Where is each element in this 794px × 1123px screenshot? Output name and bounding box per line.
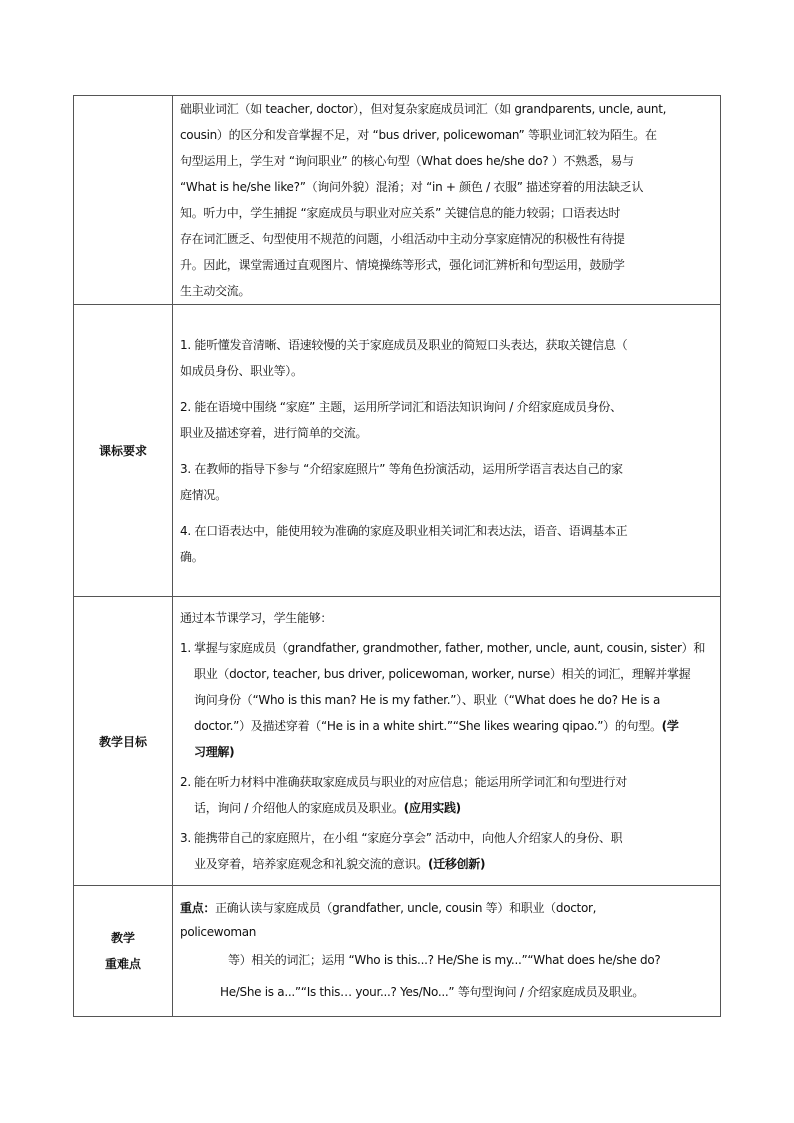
objectives-label: 教学目标 [74, 597, 173, 886]
analysis-label-cell [74, 96, 173, 305]
curriculum-label: 课标要求 [74, 305, 173, 597]
analysis-line: 升。因此，课堂需通过直观图片、情境操练等形式，强化词汇辨析和句型运用，鼓励学 [180, 258, 625, 272]
curriculum-item-line: 2. 能在语境中围绕 “家庭” 主题，运用所学词汇和语法知识询问 / 介绍家庭成员身份、 [180, 399, 622, 414]
keypoints-line: policewoman [180, 925, 257, 939]
keypoints-prefix: 重点： [180, 901, 216, 915]
analysis-content-cell [173, 96, 721, 305]
objective-line: 能在听力材料中准确获取家庭成员与职业的对应信息；能运用所学词汇和句型进行对 [194, 775, 627, 789]
curriculum-item-line: 3. 在教师的指导下参与 “介绍家庭照片” 等角色扮演活动，运用所学语言表达自己的家 [180, 461, 623, 476]
analysis-line: 础职业词汇（如 teacher, doctor），但对复杂家庭成员词汇（如 grandparents, uncle, aunt, [180, 102, 667, 116]
curriculum-item [180, 518, 713, 570]
curriculum-item [180, 456, 713, 508]
objective-line: 掌握与家庭成员（grandfather, grandmother, father, mother, uncle, aunt, cousin, sister）和 [194, 641, 706, 655]
objectives-content-cell [173, 597, 721, 886]
analysis-line: “What is he/she like?”（询问外貌）混淆；对 “in + 颜色 / 衣服” 描述穿着的用法缺乏认 [180, 180, 644, 194]
analysis-row [74, 96, 721, 305]
curriculum-row [74, 305, 721, 597]
curriculum-item-line: 1. 能听懂发音清晰、语速较慢的关于家庭成员及职业的简短口头表达，获取关键信息（ [180, 337, 628, 352]
curriculum-item-line: 庭情况。 [180, 487, 227, 502]
objective-number: 2. [180, 775, 191, 789]
keypoints-content-cell [173, 886, 721, 1017]
keypoints-label [74, 886, 173, 1017]
objective-tag: (学 [661, 719, 679, 733]
objective-item [180, 769, 713, 821]
keypoints-line: He/She is a...”“Is this… your...? Yes/No...” 等句型询问 / 介绍家庭成员及职业。 [220, 985, 645, 999]
objective-line: 话，询问 / 介绍他人的家庭成员及职业。 [194, 801, 404, 815]
objective-item [180, 635, 713, 765]
objective-line: 职业（doctor, teacher, bus driver, policewoman, worker, nurse）相关的词汇，理解并掌握 [194, 667, 691, 681]
objectives-intro: 通过本节课学习，学生能够： [180, 611, 333, 625]
curriculum-content-cell [173, 305, 721, 597]
keypoints-row [74, 886, 721, 1017]
curriculum-item [180, 394, 713, 446]
objective-number: 3. [180, 831, 191, 845]
curriculum-item [180, 332, 713, 384]
objective-tag: (应用实践) [403, 801, 461, 815]
keypoints-label-line: 重难点 [104, 957, 141, 971]
analysis-line: cousin）的区分和发音掌握不足，对 “bus driver, policewoman” 等职业词汇较为陌生。在 [180, 128, 657, 142]
lesson-plan-table [73, 95, 721, 1017]
keypoints-line: 正确认读与家庭成员（grandfather, uncle, cousin 等）和职业（doctor, [215, 901, 597, 915]
analysis-line: 知。听力中，学生捕捉 “家庭成员与职业对应关系” 关键信息的能力较弱；口语表达时 [180, 206, 621, 220]
keypoints-line: 等）相关的词汇；运用 “Who is this...? He/She is my...”“What does he/she do? [228, 953, 661, 967]
objective-line: 业及穿着，培养家庭观念和礼貌交流的意识。 [194, 857, 429, 871]
curriculum-item-line: 如成员身份、职业等）。 [180, 363, 303, 378]
curriculum-item-line: 职业及描述穿着，进行简单的交流。 [180, 425, 368, 440]
analysis-line: 句型运用上，学生对 “询问职业” 的核心句型（What does he/she do? ）不熟悉，易与 [180, 154, 634, 168]
curriculum-item-line: 确。 [180, 549, 204, 564]
objective-line: 询问身份（“Who is this man? He is my father.”）、职业（“What does he do? He is a [194, 693, 661, 707]
objective-line: 能携带自己的家庭照片，在小组 “家庭分享会” 活动中，向他人介绍家人的身份、职 [194, 831, 623, 845]
objective-item [180, 825, 713, 877]
objective-number: 1. [180, 641, 191, 655]
objective-tag: (迁移创新) [428, 857, 486, 871]
analysis-line: 生主动交流。 [180, 284, 251, 298]
objectives-row [74, 597, 721, 886]
analysis-line: 存在词汇匮乏、句型使用不规范的问题，小组活动中主动分享家庭情况的积极性有待提 [180, 232, 625, 246]
curriculum-item-line: 4. 在口语表达中，能使用较为准确的家庭及职业相关词汇和表达法，语音、语调基本正 [180, 523, 628, 538]
objective-line: doctor.”）及描述穿着（“He is in a white shirt.”“She likes wearing qipao.”）的句型。 [194, 719, 662, 733]
keypoints-label-line: 教学 [110, 931, 135, 945]
objective-tag: 习理解) [194, 745, 235, 759]
